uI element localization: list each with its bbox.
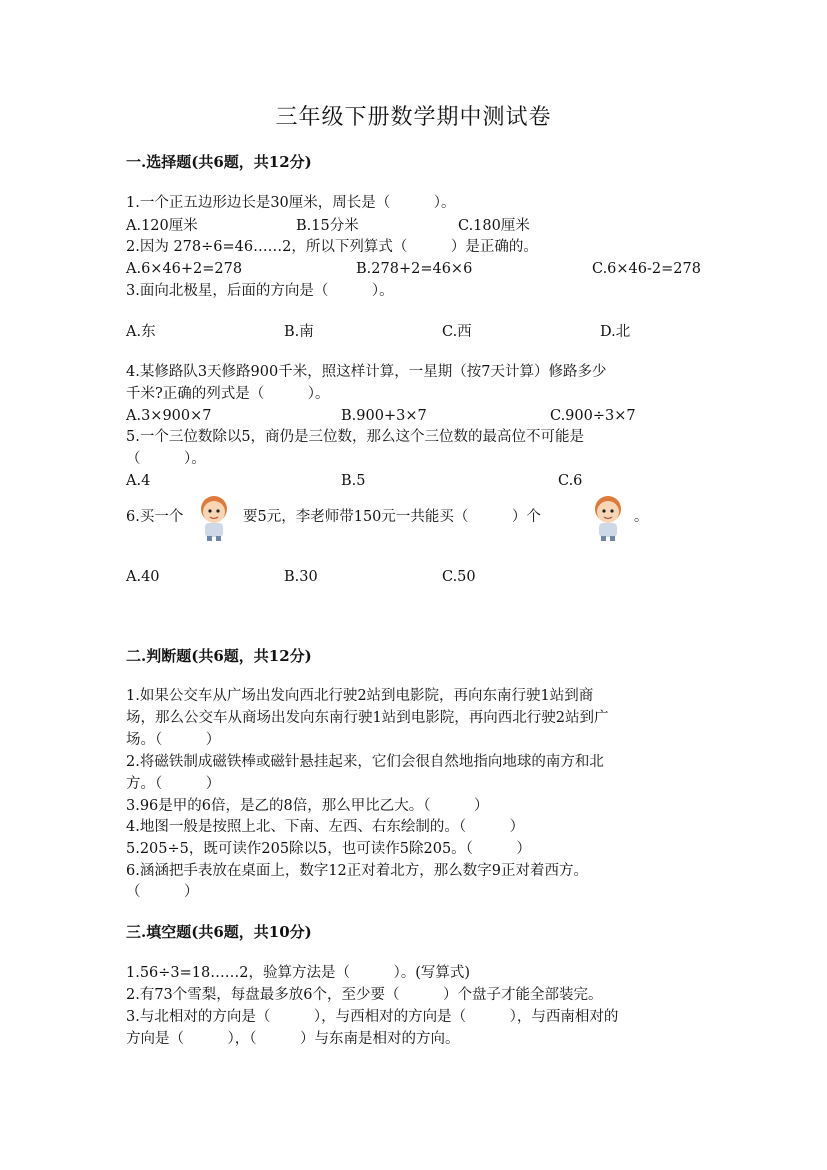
section-heading-choice: 一.选择题(共6题，共12分) bbox=[126, 153, 312, 171]
question-1-1: 1.一个正五边形边长是30厘米，周长是（ ）。 bbox=[126, 195, 456, 211]
question-1-2: 2.因为 278÷6=46……2，所以下列算式（ ）是正确的。 bbox=[126, 239, 538, 255]
option-1-3-a: A.东 bbox=[126, 324, 156, 340]
section-heading-judgement: 二.判断题(共6题，共12分) bbox=[126, 647, 312, 665]
option-1-4-b: B.900+3×7 bbox=[341, 408, 427, 424]
judgement-5: 5.205÷5，既可读作205除以5，也可读作5除205。（ ） bbox=[126, 841, 531, 857]
option-1-4-c: C.900÷3×7 bbox=[550, 408, 636, 424]
fill-2: 2.有73个雪梨，每盘最多放6个，至少要（ ）个盘子才能全部装完。 bbox=[126, 987, 603, 1003]
option-1-4-a: A.3×900×7 bbox=[126, 408, 212, 424]
option-1-6-a: A.40 bbox=[126, 569, 160, 585]
question-1-3: 3.面向北极星，后面的方向是（ ）。 bbox=[126, 283, 394, 299]
option-1-2-b: B.278+2=46×6 bbox=[356, 261, 473, 277]
option-1-1-b: B.15分米 bbox=[296, 218, 359, 234]
kid-figure-icon bbox=[196, 494, 232, 542]
option-1-1-a: A.120厘米 bbox=[126, 218, 198, 234]
judgement-1-line2: 场，那么公交车从商场出发向东南行驶1站到电影院，再向西北行驶2站到广 bbox=[126, 710, 609, 726]
judgement-1-line3: 场。（ ） bbox=[126, 732, 221, 748]
section-heading-fill-blank: 三.填空题(共6题，共10分) bbox=[126, 923, 312, 941]
option-1-3-d: D.北 bbox=[600, 324, 631, 340]
question-1-6-part2: 要5元，李老师带150元一共能买（ ）个 bbox=[243, 509, 541, 525]
question-1-6-part1: 6.买一个 bbox=[126, 509, 184, 525]
question-1-6-part3: 。 bbox=[634, 509, 649, 525]
fill-3-line2: 方向是（ ），（ ）与东南是相对的方向。 bbox=[126, 1031, 460, 1047]
judgement-6-line1: 6.涵涵把手表放在桌面上，数字12正对着北方，那么数字9正对着西方。 bbox=[126, 863, 589, 879]
question-1-4-line2: 千米?正确的列式是（ ）。 bbox=[126, 386, 330, 402]
option-1-6-c: C.50 bbox=[442, 569, 476, 585]
option-1-5-a: A.4 bbox=[126, 473, 151, 489]
judgement-1-line1: 1.如果公交车从广场出发向西北行驶2站到电影院，再向东南行驶1站到商 bbox=[126, 688, 594, 704]
fill-3-line1: 3.与北相对的方向是（ ），与西相对的方向是（ ），与西南相对的 bbox=[126, 1009, 619, 1025]
option-1-5-b: B.5 bbox=[341, 473, 366, 489]
option-1-2-c: C.6×46-2=278 bbox=[592, 261, 701, 277]
kid-figure-icon-2 bbox=[590, 494, 626, 542]
option-1-5-c: C.6 bbox=[558, 473, 583, 489]
judgement-2-line1: 2.将磁铁制成磁铁棒或磁针悬挂起来，它们会很自然地指向地球的南方和北 bbox=[126, 754, 604, 770]
fill-1: 1.56÷3=18……2，验算方法是（ ）。(写算式) bbox=[126, 965, 471, 981]
question-1-5-line1: 5.一个三位数除以5，商仍是三位数，那么这个三位数的最高位不可能是 bbox=[126, 429, 585, 445]
question-1-4-line1: 4.某修路队3天修路900千米，照这样计算，一星期（按7天计算）修路多少 bbox=[126, 364, 607, 380]
option-1-6-b: B.30 bbox=[284, 569, 318, 585]
judgement-3: 3.96是甲的6倍，是乙的8倍，那么甲比乙大。（ ） bbox=[126, 798, 489, 814]
judgement-2-line2: 方。（ ） bbox=[126, 776, 221, 792]
judgement-6-line2: （ ） bbox=[126, 884, 199, 900]
question-1-5-line2: （ ）。 bbox=[126, 451, 206, 467]
option-1-3-b: B.南 bbox=[284, 324, 314, 340]
judgement-4: 4.地图一般是按照上北、下南、左西、右东绘制的。（ ） bbox=[126, 819, 525, 835]
page-title: 三年级下册数学期中测试卷 bbox=[275, 105, 552, 130]
option-1-1-c: C.180厘米 bbox=[458, 218, 530, 234]
option-1-3-c: C.西 bbox=[442, 324, 472, 340]
option-1-2-a: A.6×46+2=278 bbox=[126, 261, 243, 277]
